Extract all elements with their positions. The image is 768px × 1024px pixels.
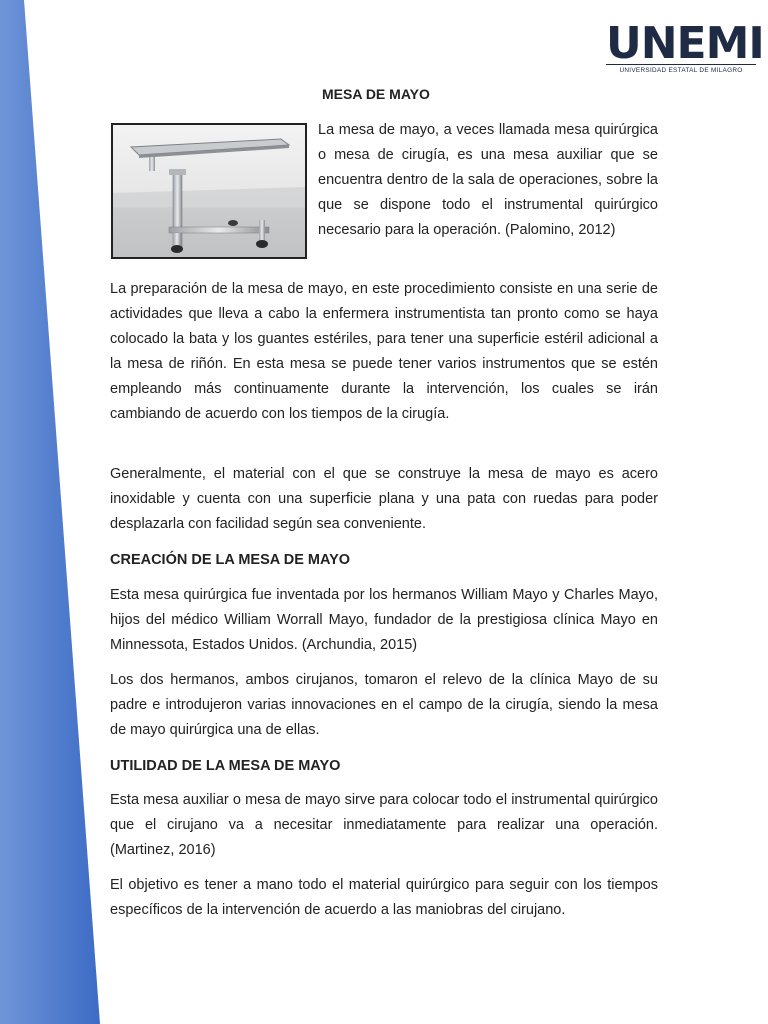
paragraph-creation-2: Los dos hermanos, ambos cirujanos, tomaron el relevo de la clínica Mayo de su padre e introdujeron varias innovaciones en el campo de la cirugía, siendo la mesa de mayo quirúrgica una de ellas. — [110, 672, 658, 738]
paragraph-creation-1: Esta mesa quirúrgica fue inventada por los hermanos William Mayo y Charles Mayo, hijos del médico William Worrall Mayo, fundador de la prestigiosa clínica Mayo en Minnessota, Estados Unidos. (Archundia, 2015) — [110, 587, 658, 653]
heading-utility: UTILIDAD DE LA MESA DE MAYO — [110, 758, 341, 774]
paragraph-utility-2: El objetivo es tener a mano todo el material quirúrgico para seguir con los tiempos específicos de la intervención de acuerdo a las maniobras del cirujano. — [110, 877, 658, 918]
paragraph-material: Generalmente, el material con el que se construye la mesa de mayo es acero inoxidable y cuenta con una superficie plana y una pata con ruedas para poder desplazarla con facilidad según sea conveniente. — [110, 466, 658, 532]
page-title: MESA DE MAYO — [322, 86, 430, 102]
logo-wordmark: UNEMI — [606, 18, 764, 69]
paragraph-utility-1: Esta mesa auxiliar o mesa de mayo sirve para colocar todo el instrumental quirúrgico que el cirujano va a necesitar inmediatamente para realizar una operación. (Martinez, 2016) — [110, 792, 658, 858]
heading-creation: CREACIÓN DE LA MESA DE MAYO — [110, 552, 351, 568]
logo-subtitle: UNIVERSIDAD ESTATAL DE MILAGRO — [606, 64, 756, 76]
paragraph-preparation: La preparación de la mesa de mayo, en este procedimiento consiste en una serie de actividades que lleva a cabo la enfermera instrumentista tan pronto como se haya colocado la bata y los guantes estériles, para tener una superficie estéril adicional a la mesa de riñón. En esta mesa se puede tener varios instrumentos que se estén empleando más continuamente durante la intervención, los cuales se irán cambiando de acuerdo con los tiempos de la cirugía. — [110, 281, 658, 422]
mayo-table-photo — [111, 123, 307, 259]
sidebar-decoration — [0, 0, 100, 1024]
intro-paragraph: La mesa de mayo, a veces llamada mesa quirúrgica o mesa de cirugía, es una mesa auxiliar que se encuentra dentro de la sala de operaciones, sobre la que se dispone todo el instrumental quirúrgico necesario para la operación. (Palomino, 2012) — [318, 122, 658, 238]
unemi-logo — [606, 18, 764, 76]
